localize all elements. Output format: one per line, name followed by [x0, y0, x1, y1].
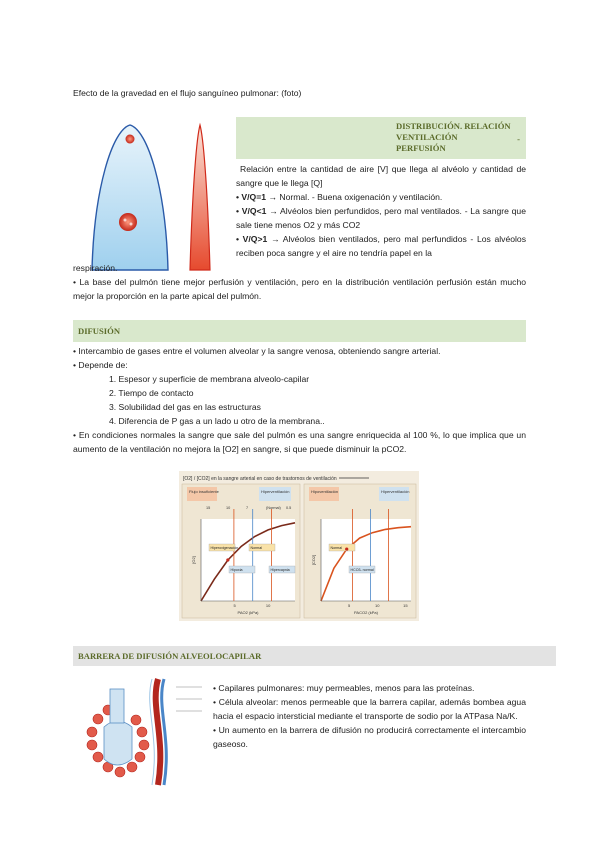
heading-line: VENTILACIÓN [396, 132, 458, 142]
difusion-bullet: • En condiciones normales la sangre que sale del pulmón es una sangre enriquecida al 100 %, lo que implica que un aumento de la ventilación no mejora la [O2] en sangre, si que puede disminuir la pCO2. [73, 430, 526, 454]
heading-text: DIFUSIÓN [78, 326, 121, 336]
top-label: Flujo insuficiente [189, 489, 219, 494]
intro-text: Efecto de la gravedad en el flujo sanguíneo pulmonar: (foto) [73, 88, 302, 98]
vq-bullet: • V/Q>1 → Alvéolos bien ventilados, pero mal perfundidos - Los alvéolos reciben poca sangre y el aire no tendría papel en la [236, 234, 526, 258]
annotation-label: HCO3- normal [350, 568, 374, 572]
difusion-factor: 4. Diferencia de P gas a un lado u otro de la membrana.. [109, 416, 325, 426]
difusion-factor: 2. Tiempo de contacto [109, 388, 194, 398]
top-tick-label: 15 [206, 506, 211, 510]
x-tick-label: 10 [265, 603, 271, 608]
annotation-label: Hipoxia [230, 568, 243, 572]
vq-bullet: • V/Q<1 → Alvéolos bien perfundidos, pero mal ventilados. - La sangre que sale tiene menos O2 y más CO2 [236, 206, 526, 230]
barrera-text-block [213, 681, 526, 751]
vq-key: • V/Q=1 [236, 192, 266, 202]
barrera-bullet: • Un aumento en la barrera de difusión no producirá correctamente el intercambio gaseoso. [213, 725, 526, 749]
x-axis-label: PAO2 (kPa) [237, 610, 259, 615]
top-label: Hiperventilación [381, 489, 410, 494]
data-point [345, 547, 348, 550]
x-tick-label: 10 [375, 603, 380, 608]
difusion-bullet: • Intercambio de gases entre el volumen alveolar y la sangre venosa, obteniendo sangre arterial. [73, 346, 441, 356]
difusion-text-block [73, 344, 526, 456]
vq-key: • V/Q<1 [236, 206, 267, 216]
difusion-factor: 3. Solubilidad del gas en las estructuras [109, 402, 261, 412]
alveolar-capillary-figure [80, 677, 205, 787]
top-tick-label: (Normal) [266, 506, 281, 510]
top-label: Hipoventilación [311, 489, 339, 494]
heading-line: PERFUSIÓN [396, 143, 446, 153]
heading-line: DISTRIBUCIÓN. RELACIÓN [396, 121, 511, 131]
barrera-bullet: • Capilares pulmonares: muy permeables, menos para las proteínas. [213, 683, 475, 693]
section-heading-barrera [73, 646, 556, 666]
lung-gravity-figure [72, 120, 232, 275]
x-axis-label: PACO2 (kPa) [354, 610, 378, 615]
section-heading-distribucion [236, 117, 526, 159]
difusion-factor: 1. Espesor y superficie de membrana alveolo-capilar [109, 374, 310, 384]
y-axis-label: [CO2] [311, 554, 316, 566]
x-tick-label: 15 [403, 603, 408, 608]
vq-text-full [73, 261, 526, 303]
lung-base-note: • La base del pulmón tiene mejor perfusión y ventilación, pero en la distribución ventilación perfusión están mucho mejor la proporción en la parte apical del pulmón. [73, 277, 526, 301]
top-label: Hiperventilación [261, 489, 290, 494]
chart-title: [O2] / [CO2] en la sangre arterial en caso de trastornos de ventilación [183, 476, 337, 482]
vq-definition: Relación entre la cantidad de aire [V] que llega al alvéolo y cantidad de sangre que le llega [Q] [236, 164, 526, 188]
y-axis-label: [O2] [191, 556, 196, 564]
vq-key: • V/Q>1 [236, 234, 268, 244]
vq-bullet: • V/Q=1 → Normal. - Buena oxigenación y ventilación. [236, 192, 443, 202]
vq-text-block [236, 162, 526, 260]
x-tick-label: 5 [233, 603, 236, 608]
top-tick-label: 7 [246, 506, 249, 510]
top-tick-label: 10 [226, 506, 231, 510]
difusion-bullet: • Depende de: [73, 360, 128, 370]
x-tick-label: 5 [348, 603, 351, 608]
heading-dash: - [517, 134, 520, 144]
top-tick-label: 0.5 [286, 506, 292, 510]
barrera-bullet: • Célula alveolar: menos permeable que la barrera capilar, además bombea agua hacia el espacio intersticial mediante el transporte de sodio por la ATPasa Na/K. [213, 697, 526, 721]
annotation-label: Normal [250, 546, 263, 550]
section-heading-difusion [73, 320, 526, 342]
annotation-label: Hipercapnia [270, 568, 290, 572]
ventilation-chart [179, 471, 419, 621]
chart-panel-o2 [182, 484, 300, 618]
data-point [226, 558, 229, 561]
vq-continuation: respiración. [73, 263, 118, 273]
annotation-label: Hiperoxigenación [210, 546, 239, 550]
heading-text: BARRERA DE DIFUSIÓN ALVEOLOCAPILAR [78, 651, 262, 661]
annotation-label: Normal [330, 546, 343, 550]
